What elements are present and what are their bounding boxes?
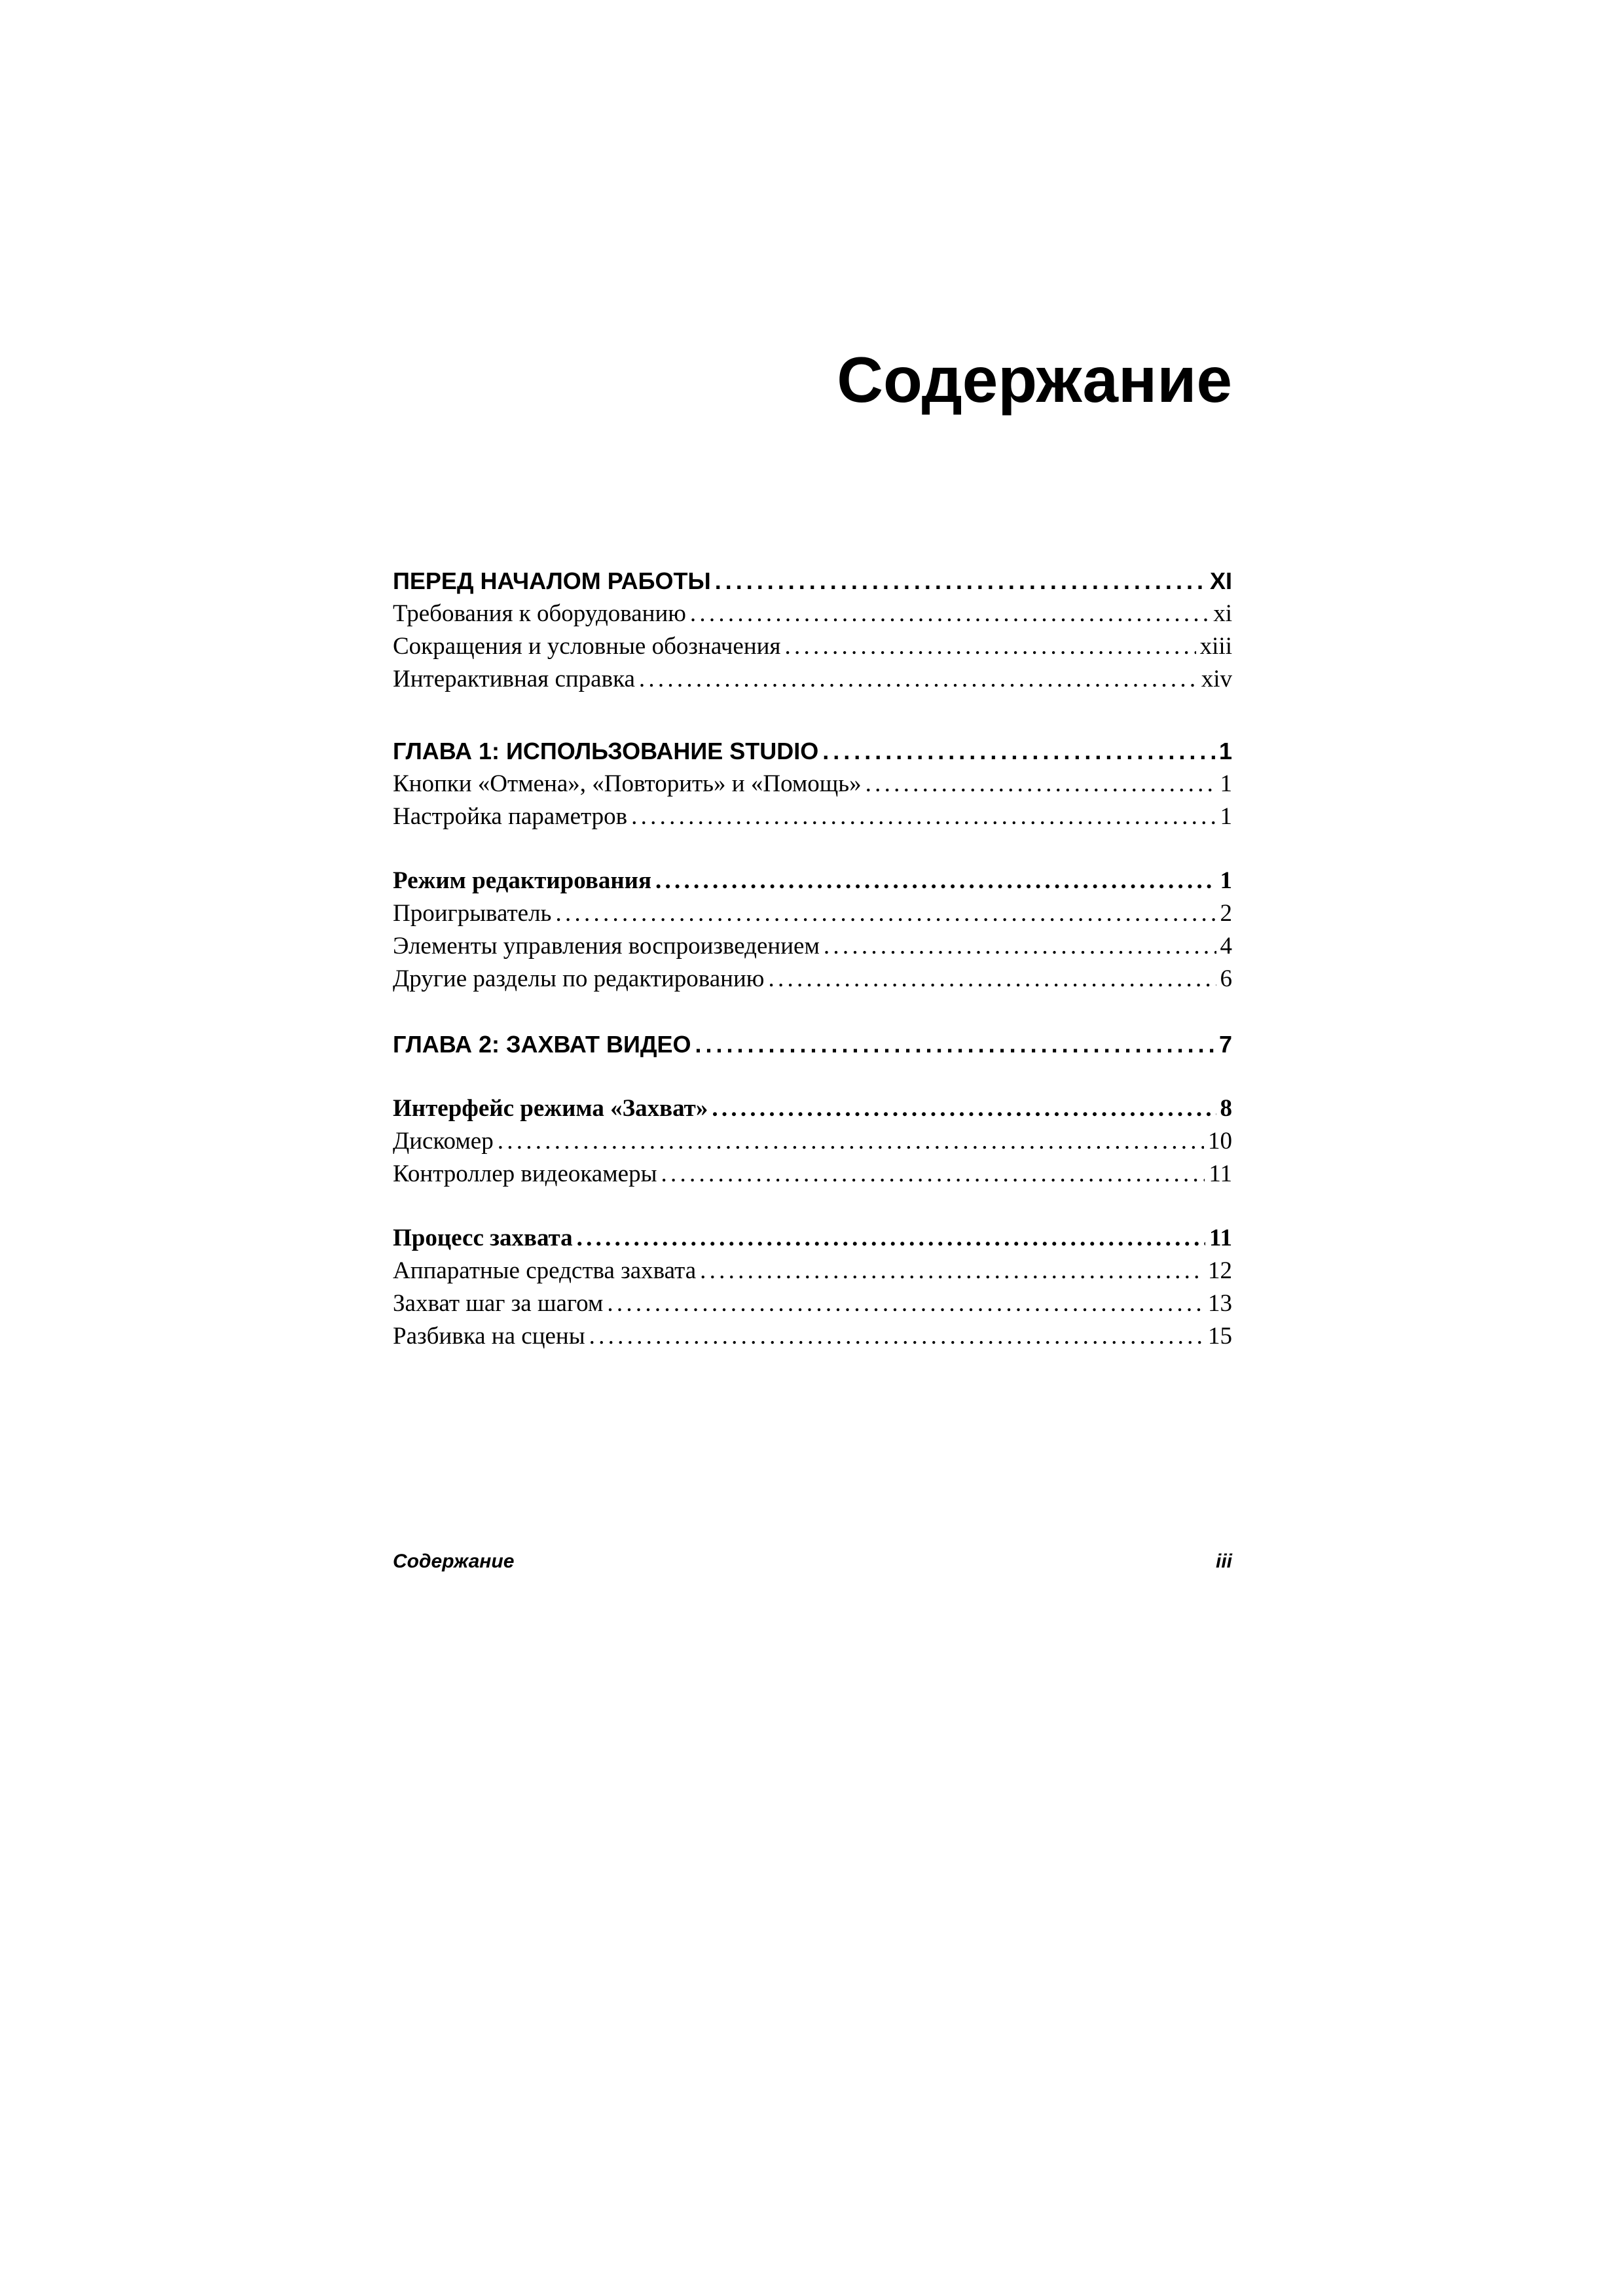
toc-entry-label: Контроллер видеокамеры (393, 1160, 657, 1187)
dot-leader (555, 897, 1216, 930)
toc-entry[interactable] (393, 1255, 1232, 1287)
toc-entry-page: xi (1213, 600, 1232, 627)
toc-entry-page: 11 (1209, 1225, 1232, 1251)
toc-entry-label: Интерактивная справка (393, 666, 635, 692)
dot-leader (655, 865, 1216, 897)
toc-entry-page: 15 (1208, 1323, 1232, 1350)
toc-entry-label: Захват шаг за шагом (393, 1290, 604, 1317)
toc-entry[interactable] (393, 963, 1232, 996)
toc-entry-label: ГЛАВА 2: ЗАХВАТ ВИДЕО (393, 1031, 691, 1058)
toc-entry[interactable] (393, 630, 1232, 663)
dot-leader (695, 1028, 1214, 1061)
dot-leader (824, 930, 1216, 963)
toc-entry-page: 10 (1208, 1128, 1232, 1155)
toc-entry-page: 11 (1209, 1160, 1232, 1187)
toc-entry-page: 2 (1220, 900, 1232, 927)
toc-entry-label: Сокращения и условные обозначения (393, 633, 781, 660)
toc-entry-label: Интерфейс режима «Захват» (393, 1095, 708, 1122)
toc-entry[interactable] (393, 865, 1232, 897)
dot-leader (768, 963, 1216, 996)
toc-entry-label: Проигрыватель (393, 900, 552, 927)
footer-section-title: Содержание (393, 1551, 515, 1572)
toc-entry[interactable] (393, 1222, 1232, 1255)
dot-leader (631, 800, 1216, 833)
toc-entry-page: 7 (1218, 1031, 1232, 1058)
dot-leader (784, 630, 1195, 663)
toc-entry-page: xiii (1199, 633, 1232, 660)
toc-entry[interactable] (393, 598, 1232, 630)
toc-entry-page: 12 (1208, 1257, 1232, 1284)
dot-leader (661, 1158, 1205, 1191)
toc-entry[interactable] (393, 800, 1232, 833)
toc-entry[interactable] (393, 1320, 1232, 1353)
dot-leader (498, 1125, 1204, 1158)
footer-page-number: iii (1215, 1551, 1232, 1572)
toc-entry-label: ГЛАВА 1: ИСПОЛЬЗОВАНИЕ STUDIO (393, 738, 819, 764)
toc-entry-label: Кнопки «Отмена», «Повторить» и «Помощь» (393, 770, 862, 797)
toc-entry-page: XI (1209, 567, 1232, 594)
toc-entry[interactable] (393, 663, 1232, 696)
toc-entry-label: Режим редактирования (393, 867, 651, 894)
dot-leader (715, 565, 1206, 598)
dot-leader (639, 663, 1197, 696)
toc-entry-page: 1 (1220, 770, 1232, 797)
toc-entry-label: Разбивка на сцены (393, 1323, 585, 1350)
dot-leader (607, 1287, 1204, 1320)
dot-leader (712, 1092, 1216, 1125)
toc-entry[interactable] (393, 1158, 1232, 1191)
toc-entry-page: 13 (1208, 1290, 1232, 1317)
dot-leader (700, 1255, 1204, 1287)
toc-entry[interactable] (393, 565, 1232, 598)
toc-entry-label: Настройка параметров (393, 803, 628, 830)
toc-entry-label: Другие разделы по редактированию (393, 965, 765, 992)
dot-leader (822, 735, 1215, 768)
dot-leader (577, 1222, 1205, 1255)
toc-entry-page: 8 (1220, 1095, 1232, 1122)
page-footer (393, 1547, 1232, 1576)
page-title: Содержание (837, 344, 1232, 416)
toc-entry-label: Элементы управления воспроизведением (393, 933, 820, 960)
toc-entry-label: ПЕРЕД НАЧАЛОМ РАБОТЫ (393, 567, 711, 594)
toc-entry-label: Требования к оборудованию (393, 600, 686, 627)
toc-entry-page: 6 (1220, 965, 1232, 992)
toc-entry-page: 1 (1220, 803, 1232, 830)
toc-entry[interactable] (393, 735, 1232, 768)
toc-entry[interactable] (393, 1125, 1232, 1158)
toc-entry[interactable] (393, 1028, 1232, 1061)
toc-entry[interactable] (393, 897, 1232, 930)
toc-entry-page: 1 (1220, 867, 1232, 894)
toc-entry[interactable] (393, 1092, 1232, 1125)
dot-leader (690, 598, 1209, 630)
toc-entry[interactable] (393, 930, 1232, 963)
toc-entry-page: 4 (1220, 933, 1232, 960)
toc-entry[interactable] (393, 1287, 1232, 1320)
toc-entry-page: 1 (1218, 738, 1232, 764)
toc-entry-label: Аппаратные средства захвата (393, 1257, 697, 1284)
toc-entry-label: Процесс захвата (393, 1225, 573, 1251)
toc-entry-page: xiv (1201, 666, 1232, 692)
dot-leader (589, 1320, 1204, 1353)
dot-leader (866, 768, 1216, 800)
toc-entry-label: Дискомер (393, 1128, 494, 1155)
toc-entry[interactable] (393, 768, 1232, 800)
